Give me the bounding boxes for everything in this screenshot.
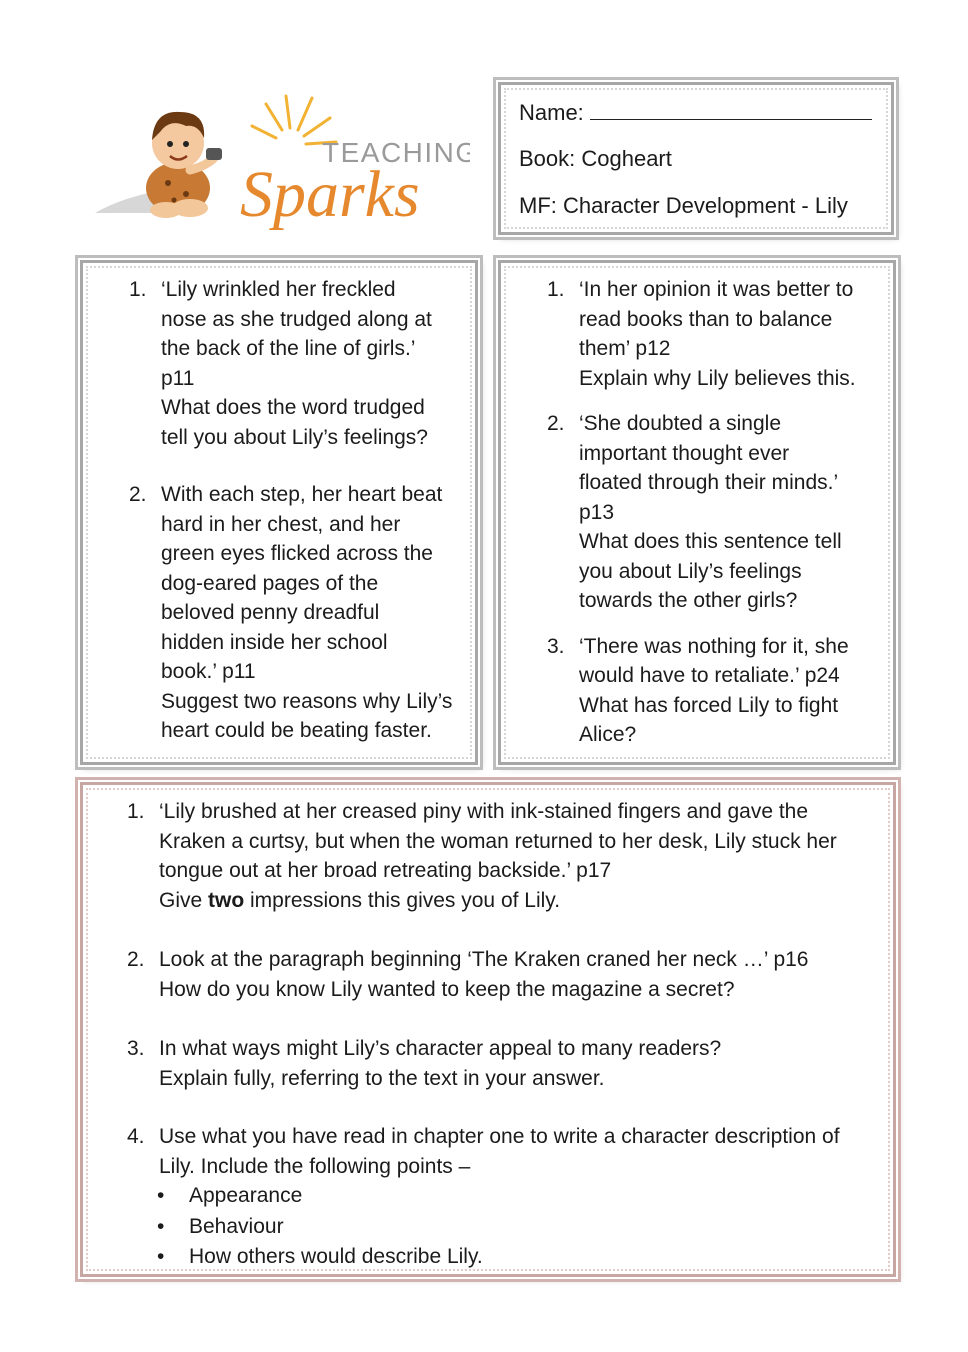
right-question-list [547,275,856,750]
bullet-item: • How others would describe Lily. [127,1242,840,1273]
question-item: 3. ‘There was nothing for it, she would have to retaliate.’ p24 What has forced Lily to fight Alice? [547,634,849,746]
question-item: 2. With each step, her heart beat hard in her chest, and her green eyes flicked across the dog-eared pages of the beloved penny dreadful hidden inside her school book.’ p11 Suggest two reasons why Lily’s heart could be beating faster. [129,483,453,742]
svg-text:TEACHING: TEACHING [322,137,470,168]
right-question-box [498,260,896,765]
emphasis-two: two [208,888,245,912]
name-field[interactable] [519,99,872,127]
bullet-item: • Behaviour [127,1212,840,1243]
left-question-list [129,275,453,746]
bottom-question-box [80,782,896,1277]
question-item: 4. Use what you have read in chapter one to write a character description of Lily. Include the following points – • Appearance • Behaviour • How others would describe Lily. [159,1122,840,1273]
question-item: 2. ‘She doubted a single important thought ever floated through their minds.’ p13 What does this sentence tell you about Lily’s feelings towards the other girls? [547,412,842,612]
bottom-question-list [127,797,840,1273]
name-label: Name: [519,100,584,125]
question-item: 1. ‘In her opinion it was better to read books than to balance them’ p12 Explain why Lily believes this. [547,278,856,390]
question-item: 1. ‘Lily wrinkled her freckled nose as she trudged along at the back of the line of girls.’ p11 What does the word trudged tell you about Lily’s feelings? [129,278,432,449]
question-item: 3. In what ways might Lily’s character appeal to many readers? Explain fully, referring to the text in your answer. [127,1037,722,1090]
caveman-mascot-icon [90,88,470,238]
teaching-sparks-logo [90,88,470,238]
student-info-box [498,82,894,235]
book-label: Book: Cogheart [519,146,672,171]
bullet-item: • Appearance [127,1181,840,1212]
mf-label: MF: Character Development - Lily [519,193,848,218]
question-item: 1. ‘Lily brushed at her creased piny with ink-stained fingers and gave the Kraken a curtsy, but when the woman returned to her desk, Lily stuck her tongue out at her broad retreating backside.’ p17 Give two impressions this gives you of Lily. [127,800,837,912]
bullet-list [127,1181,840,1273]
question-item: 2. Look at the paragraph beginning ‘The Kraken craned her neck …’ p16 How do you know Lily wanted to keep the magazine a secret? [127,948,809,1001]
svg-text:Sparks: Sparks [240,158,420,231]
name-underline[interactable] [590,99,872,120]
left-question-box [80,260,478,765]
